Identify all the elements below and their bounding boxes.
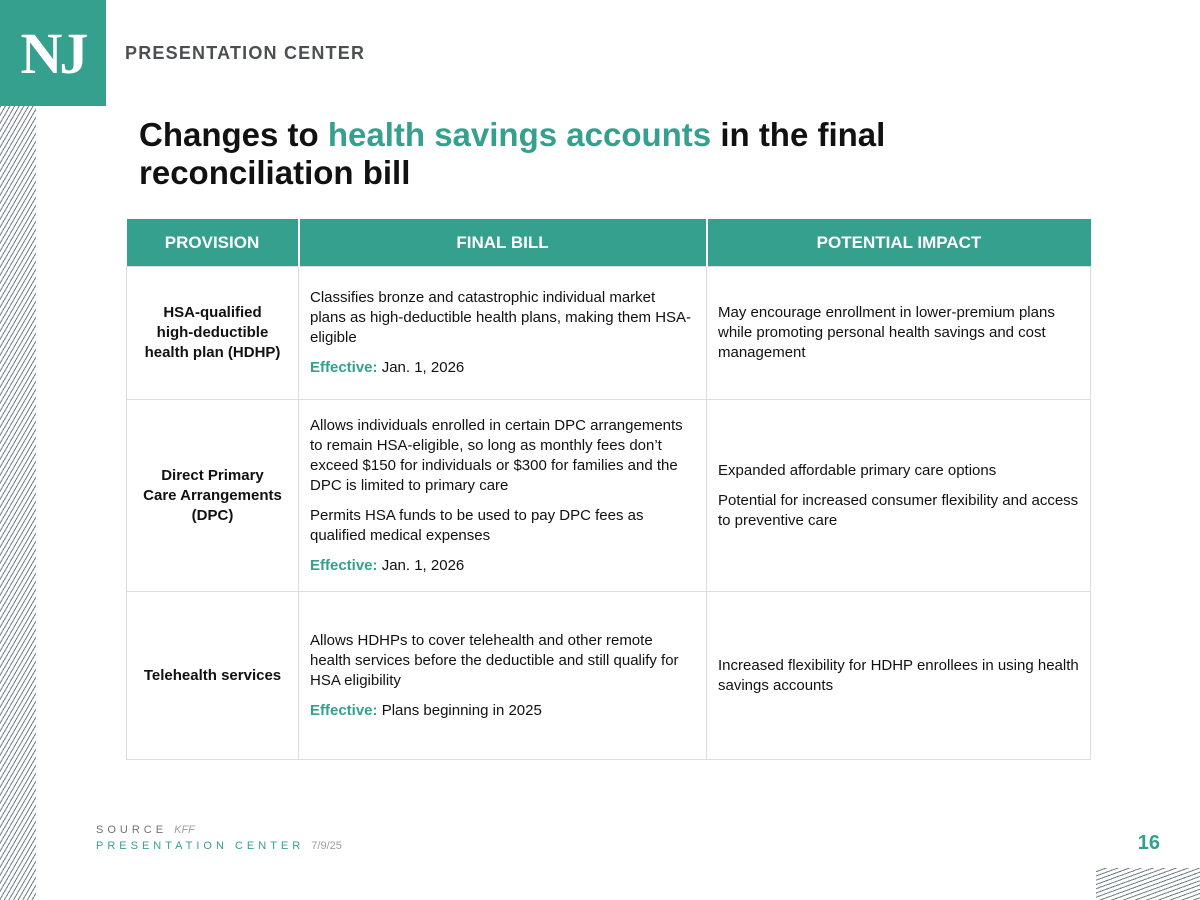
decorative-hatch-left: [0, 106, 36, 900]
table-header-row: [127, 219, 1091, 267]
impact-text: May encourage enrollment in lower-premium plans while promoting personal health savings and cost management: [718, 304, 1055, 361]
source-line: [96, 824, 195, 836]
final-bill-text: Allows individuals enrolled in certain DPC arrangements to remain HSA-eligible, so long as monthly fees don’t exceed $150 for individuals or $300 for families and the DPC is limited to primary care: [310, 416, 683, 494]
provision-cell: HSA-qualified high-deductible health plan (HDHP): [127, 267, 299, 400]
final-bill-cell: [299, 267, 707, 400]
impact-cell: [707, 267, 1091, 400]
decorative-hatch-bottom-right: [1096, 868, 1200, 900]
page-number: 16: [1137, 832, 1160, 854]
provision-cell: Telehealth services: [127, 592, 299, 760]
final-bill-text: Permits HSA funds to be used to pay DPC fees as qualified medical expenses: [310, 506, 644, 544]
effective-value: Plans beginning in 2025: [377, 701, 542, 719]
impact-text: Potential for increased consumer flexibility and access to preventive care: [718, 491, 1079, 529]
source-value: KFF: [174, 824, 195, 836]
title-highlight: health savings accounts: [327, 116, 712, 153]
effective-line: [310, 556, 695, 576]
table-row-hdhp: [127, 267, 1091, 400]
effective-value: Jan. 1, 2026: [377, 359, 465, 376]
footer-center-label: PRESENTATION CENTER: [96, 840, 305, 852]
provisions-table: [126, 219, 1091, 760]
effective-label: Effective:: [310, 556, 378, 574]
header-final-bill: FINAL BILL: [299, 219, 707, 267]
footer-line: [96, 840, 342, 852]
impact-cell: [707, 400, 1091, 592]
final-bill-text: Allows HDHPs to cover telehealth and other remote health services before the deductible and still qualify for HSA eligibility: [310, 631, 679, 689]
effective-line: [310, 701, 695, 721]
table-row-dpc: [127, 400, 1091, 592]
brand-name: PRESENTATION CENTER: [125, 43, 366, 63]
header-potential-impact: POTENTIAL IMPACT: [707, 219, 1091, 267]
effective-label: Effective:: [310, 701, 378, 719]
effective-value: Jan. 1, 2026: [377, 556, 465, 574]
provision-cell: Direct Primary Care Arrangements (DPC): [127, 400, 299, 592]
table-row-telehealth: [127, 592, 1091, 760]
title-part-2: in the final reconciliation bill: [139, 116, 886, 191]
title-part-1: Changes to: [139, 116, 328, 153]
header-provision: PROVISION: [127, 219, 299, 267]
final-bill-cell: [299, 400, 707, 592]
impact-text: Expanded affordable primary care options: [718, 461, 997, 479]
source-label: SOURCE: [96, 824, 168, 836]
final-bill-text: Classifies bronze and catastrophic individual market plans as high-deductible health plans, making them HSA-eligible: [310, 289, 692, 346]
final-bill-cell: [299, 592, 707, 760]
impact-cell: [707, 592, 1091, 760]
impact-text: Increased flexibility for HDHP enrollees in using health savings accounts: [718, 656, 1079, 694]
footer-date: 7/9/25: [311, 840, 342, 852]
nj-logo: NJ: [0, 0, 106, 106]
effective-line: [310, 358, 695, 378]
effective-label: Effective:: [310, 359, 378, 376]
slide-title: [139, 116, 1099, 192]
